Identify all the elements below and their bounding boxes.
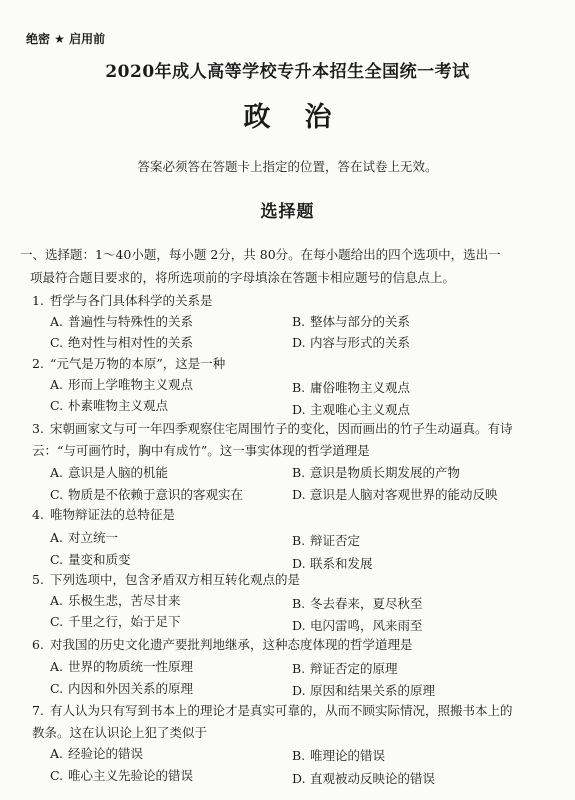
option-c (50, 550, 131, 570)
exam-title: 2020年成人高等学校专升本招生全国统一考试 (105, 62, 470, 82)
option-text: 意识是人脑的机能 (68, 465, 169, 480)
option-letter: D. (292, 487, 306, 502)
question-stem (32, 290, 557, 312)
option-letter: B. (292, 314, 306, 329)
option-text: 直观被动反映论的错误 (310, 771, 436, 786)
option-a (50, 528, 118, 548)
option-d (292, 616, 423, 636)
option-letter: A. (50, 659, 64, 674)
question-number: 6. (32, 637, 44, 652)
option-text: 世界的物质统一性原理 (68, 659, 194, 674)
option-letter: C. (50, 614, 64, 629)
option-d (292, 681, 435, 701)
option-a (50, 375, 193, 395)
option-letter: A. (50, 314, 64, 329)
option-letter: C. (50, 768, 64, 783)
option-a (50, 312, 193, 332)
option-letter: C. (50, 681, 64, 696)
question-stem-cont (32, 440, 557, 462)
question-text-cont: 云：“与可画竹时，胸中有成竹”。这一事实体现的哲学道理是 (32, 443, 370, 458)
option-a (50, 657, 193, 677)
section-intro (20, 243, 555, 289)
option-letter: B. (292, 748, 306, 763)
option-text: 电闪雷鸣，风来雨至 (310, 618, 423, 633)
option-a (50, 744, 143, 764)
question-number: 5. (32, 572, 44, 587)
option-text: 绝对性与相对性的关系 (68, 335, 194, 350)
answer-notice: 答案必须答在答题卡上指定的位置，答在试卷上无效。 (137, 159, 438, 174)
subject-title: 政治 (243, 102, 366, 133)
question-text: 宋朝画家文与可一年四季观察住宅周围竹子的变化，因而画出的竹子生动逼真。有诗 (50, 421, 513, 436)
option-text: 唯心主义先验论的错误 (68, 768, 194, 783)
question-stem-cont (32, 722, 557, 744)
question-number: 4. (32, 507, 44, 522)
option-d (292, 769, 435, 789)
option-text: 经验论的错误 (68, 746, 144, 761)
option-letter: A. (50, 465, 64, 480)
secret-label: 绝密 ★ 启用前 (26, 32, 106, 46)
option-letter: B. (292, 380, 306, 395)
option-b (292, 594, 423, 614)
option-letter: C. (50, 552, 64, 567)
option-letter: B. (292, 465, 306, 480)
question-text: 唯物辩证法的总特征是 (50, 507, 176, 522)
question-text: 哲学与各门具体科学的关系是 (50, 293, 213, 308)
option-text: 物质是不依赖于意识的客观实在 (68, 487, 244, 502)
question-number: 3. (32, 421, 44, 436)
option-text: 意识是人脑对客观世界的能动反映 (310, 487, 498, 502)
option-a (50, 591, 181, 611)
option-text: 主观唯心主义观点 (310, 402, 411, 417)
option-letter: D. (292, 771, 306, 786)
intro-line-2: 项最符合题目要求的，将所选项前的字母填涂在答题卡相应题号的信息点上。 (30, 270, 456, 285)
option-b (292, 531, 360, 551)
option-letter: C. (50, 335, 64, 350)
option-text: 冬去春来，夏尽秋至 (310, 596, 423, 611)
option-d (292, 333, 410, 353)
option-b (292, 312, 410, 332)
option-text: 意识是物质长期发展的产物 (310, 465, 461, 480)
question-number: 7. (32, 703, 44, 718)
question-stem (32, 634, 557, 656)
option-text: 量变和质变 (68, 552, 131, 567)
section-title: 选择题 (260, 202, 315, 222)
option-text: 形而上学唯物主义观点 (68, 377, 194, 392)
option-letter: A. (50, 593, 64, 608)
option-c (50, 396, 168, 416)
option-c (50, 612, 181, 632)
option-c (50, 485, 243, 505)
question-text: 有人认为只有写到书本上的理论才是真实可靠的，从而不顾实际情况，照搬书本上的 (50, 703, 513, 718)
option-b (292, 746, 385, 766)
option-letter: B. (292, 533, 306, 548)
option-c (50, 333, 193, 353)
option-text: 朴素唯物主义观点 (68, 398, 169, 413)
option-letter: C. (50, 487, 64, 502)
option-text: 庸俗唯物主义观点 (310, 380, 411, 395)
option-letter: B. (292, 596, 306, 611)
option-letter: C. (50, 398, 64, 413)
question-number: 2. (32, 356, 44, 371)
option-letter: D. (292, 618, 306, 633)
question-stem (32, 418, 557, 440)
option-text: 千里之行，始于足下 (68, 614, 181, 629)
question-stem (32, 700, 557, 722)
option-letter: D. (292, 402, 306, 417)
question-text-cont: 教条。这在认识论上犯了类似于 (32, 725, 208, 740)
option-text: 唯理论的错误 (310, 748, 386, 763)
option-text: 内容与形式的关系 (310, 335, 411, 350)
option-d (292, 400, 410, 420)
option-letter: A. (50, 377, 64, 392)
option-c (50, 766, 193, 786)
option-letter: A. (50, 746, 64, 761)
option-text: 辩证否定的原理 (310, 661, 398, 676)
question-stem (32, 353, 557, 375)
option-letter: D. (292, 683, 306, 698)
option-text: 普遍性与特殊性的关系 (68, 314, 194, 329)
option-letter: D. (292, 335, 306, 350)
option-text: 辩证否定 (310, 533, 361, 548)
option-b (292, 659, 398, 679)
option-d (292, 485, 498, 505)
option-text: 联系和发展 (310, 556, 373, 571)
option-b (292, 463, 460, 483)
question-text: 下列选项中，包含矛盾双方相互转化观点的是 (50, 572, 301, 587)
option-letter: B. (292, 661, 306, 676)
option-text: 对立统一 (68, 530, 119, 545)
option-c (50, 679, 193, 699)
question-number: 1. (32, 293, 44, 308)
option-a (50, 463, 168, 483)
option-text: 整体与部分的关系 (310, 314, 411, 329)
option-text: 乐极生悲，苦尽甘来 (68, 593, 181, 608)
option-letter: A. (50, 530, 64, 545)
option-b (292, 378, 410, 398)
question-stem (32, 504, 557, 526)
intro-line-1: 一、选择题：1～40小题，每小题 2分，共 80分。在每小题给出的四个选项中，选出一 (20, 247, 501, 262)
option-text: 内因和外因关系的原理 (68, 681, 194, 696)
question-stem (32, 569, 557, 591)
question-text: 对我国的历史文化遗产要批判地继承，这种态度体现的哲学道理是 (50, 637, 413, 652)
question-text: “元气是万物的本原”，这是一种 (50, 356, 226, 371)
option-letter: D. (292, 556, 306, 571)
option-text: 原因和结果关系的原理 (310, 683, 436, 698)
